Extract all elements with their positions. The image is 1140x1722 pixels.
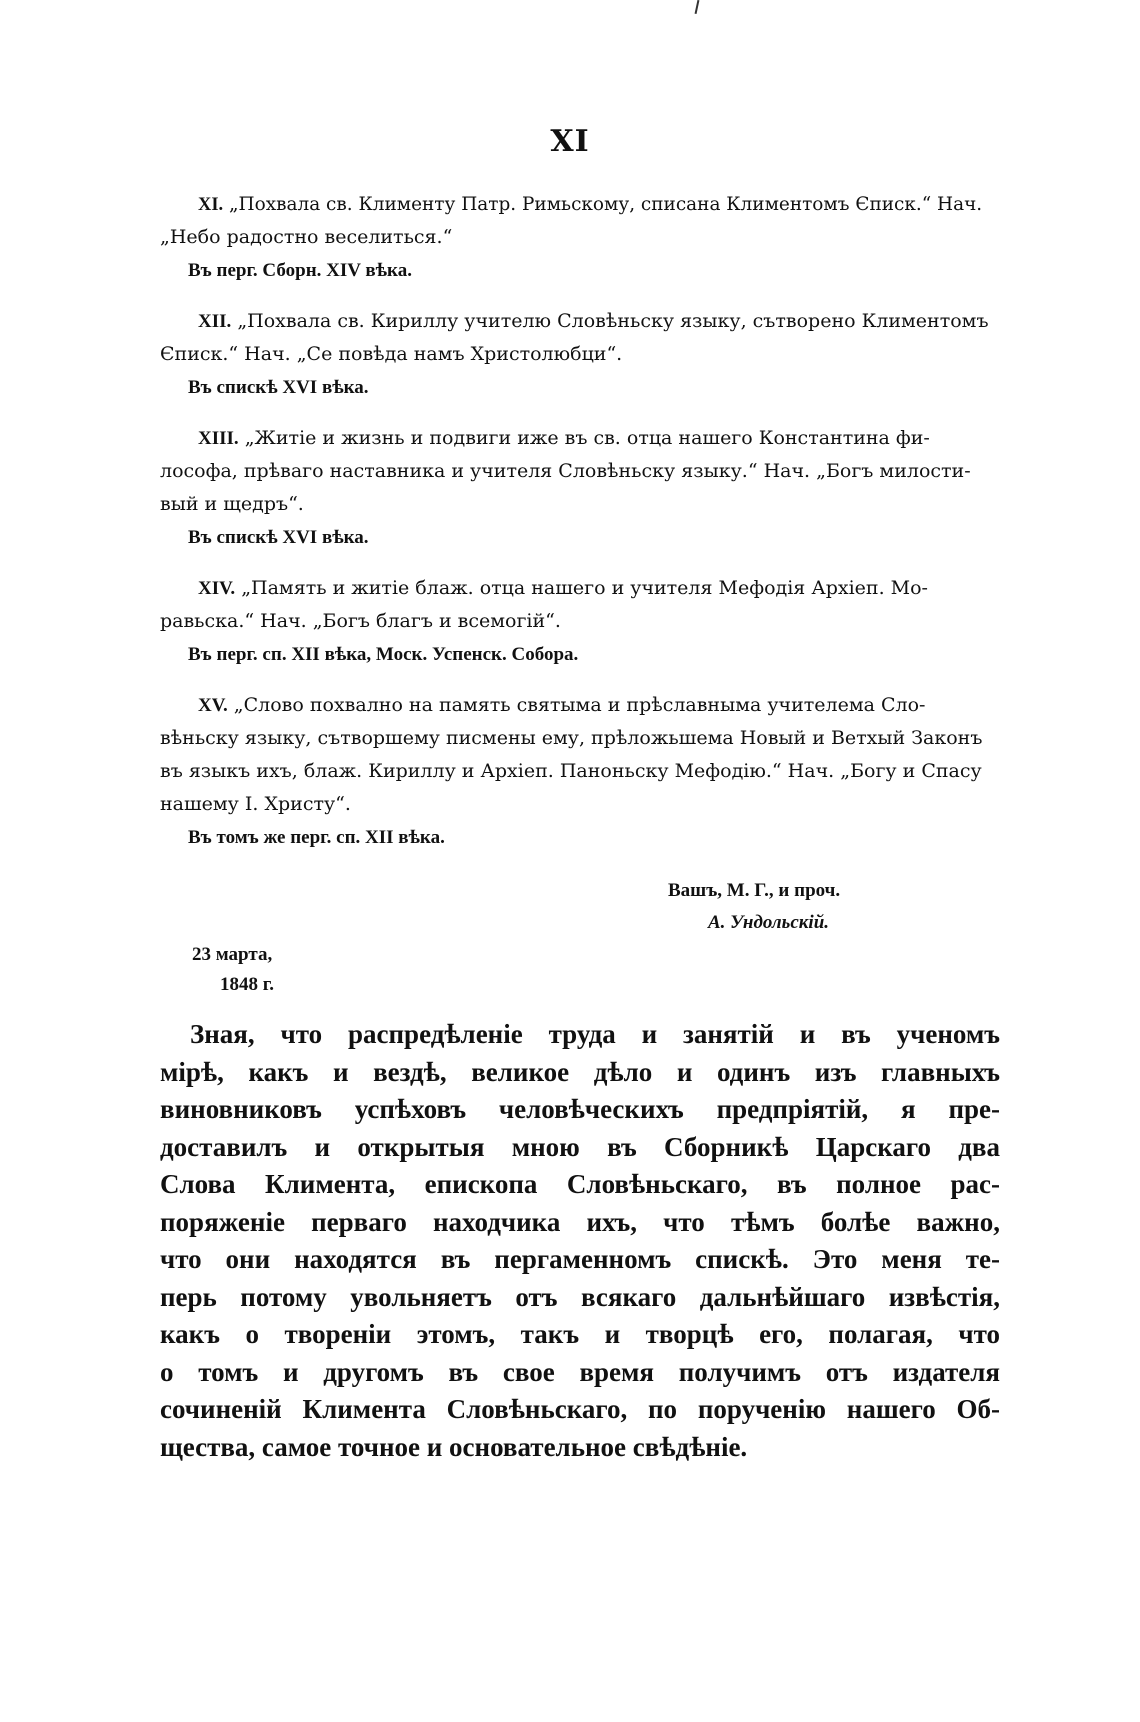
list-item xyxy=(160,188,1000,287)
date-day-month: 23 марта, xyxy=(192,944,273,965)
list-item xyxy=(160,572,1000,671)
paragraph-line: мірѣ, какъ и вездѣ, великое дѣло и одинъ изъ главныхъ xyxy=(160,1056,1000,1087)
print-mark xyxy=(695,0,700,14)
paragraph-line: перь потому увольняетъ отъ всякаго дальнѣйшаго извѣстія, xyxy=(160,1281,1000,1312)
entry-number: XV. xyxy=(198,695,228,716)
entry-text: „Память и житіе блаж. отца нашего и учителя Мефодія Архіеп. Мо- xyxy=(241,577,928,599)
entry-text: „Житіе и жизнь и подвиги иже въ св. отца нашего Константина фи- xyxy=(244,427,930,449)
entry-line: въ языкъ ихъ, блаж. Кириллу и Архіеп. Паноньску Мефодію.“ Нач. „Богу и Спасу xyxy=(160,760,982,782)
entry-line xyxy=(160,689,1000,722)
entry-line xyxy=(160,572,1000,605)
entry-number: XII. xyxy=(198,311,232,332)
date-year: 1848 г. xyxy=(220,974,274,995)
entry-number: XIV. xyxy=(198,578,236,599)
list-item xyxy=(160,305,1000,404)
entry-line xyxy=(160,188,1000,221)
paragraph-line: поряженіе перваго находчика ихъ, что тѣмъ болѣе важно, xyxy=(160,1206,1000,1237)
entry-number: XI. xyxy=(198,194,224,214)
entry-line xyxy=(160,422,1000,455)
entry-note: Въ перг. Сборн. XIV вѣка. xyxy=(188,260,412,281)
entry-note: Въ спискѣ XVI вѣка. xyxy=(188,377,369,398)
entry-number: XIII. xyxy=(198,428,239,449)
list-item xyxy=(160,689,1000,854)
paragraph-line: виновниковъ успѣховъ человѣческихъ предпріятій, я пре- xyxy=(160,1094,1000,1124)
entry-note: Въ перг. сп. XII вѣка, Моск. Успенск. Собора. xyxy=(188,644,579,665)
paragraph-line: о томъ и другомъ въ свое время получимъ отъ издателя xyxy=(160,1356,1000,1387)
entry-line xyxy=(160,305,1000,338)
page-number: XI xyxy=(550,124,590,159)
entry-text: „Похвала св. Кириллу учителю Словѣньску языку, сътворено Климентомъ xyxy=(237,310,989,332)
entry-line: Єписк.“ Нач. „Се повѣда намъ Христолюбци“. xyxy=(160,343,623,365)
paragraph-line: какъ о твореніи этомъ, такъ и творцѣ его, полагая, что xyxy=(160,1319,1000,1349)
signature-closing: Вашъ, М. Г., и проч. xyxy=(668,880,841,901)
paragraph-line: Слова Климента, епископа Словѣньскаго, въ полное рас- xyxy=(160,1169,1000,1199)
entry-text: „Слово похвално на память святыма и прѣславныма учителема Сло- xyxy=(233,694,926,716)
list-item xyxy=(160,422,1000,554)
entry-line: лософа, прѣваго наставника и учителя Словѣньску языку.“ Нач. „Богъ милости- xyxy=(160,460,971,482)
entry-line: вѣньску языку, сътворшему писмены ему, прѣложьшема Новый и Ветхый Законъ xyxy=(160,727,983,749)
entry-line: вый и щедръ“. xyxy=(160,493,304,515)
paragraph-line: что они находятся въ пергаменномъ спискѣ. Это меня те- xyxy=(160,1244,1000,1274)
entry-line: нашему І. Христу“. xyxy=(160,793,351,815)
entry-note: Въ спискѣ XVI вѣка. xyxy=(188,527,369,548)
main-paragraph xyxy=(160,1016,1000,1466)
signature-name: А. Ундольскій. xyxy=(708,912,830,933)
paragraph-line: доставилъ и открытыя мною въ Сборникѣ Царскаго два xyxy=(160,1131,1000,1162)
entry-text: „Похвала св. Клименту Патр. Римьскому, списана Климентомъ Єписк.“ Нач. xyxy=(228,194,983,215)
paragraph-line: щества, самое точное и основательное свѣдѣніе. xyxy=(160,1431,748,1462)
paragraph-line: сочиненій Климента Словѣньскаго, по порученію нашего Об- xyxy=(160,1394,1000,1424)
entry-line: равьска.“ Нач. „Богъ благъ и всемогій“. xyxy=(160,610,561,632)
paragraph-line: Зная, что распредѣленіе труда и занятій и въ ученомъ xyxy=(190,1019,1000,1049)
entry-note: Въ томъ же перг. сп. XII вѣка. xyxy=(188,827,445,848)
entry-line: „Небо радостно веселиться.“ xyxy=(160,226,453,248)
manuscript-list xyxy=(160,188,1000,872)
